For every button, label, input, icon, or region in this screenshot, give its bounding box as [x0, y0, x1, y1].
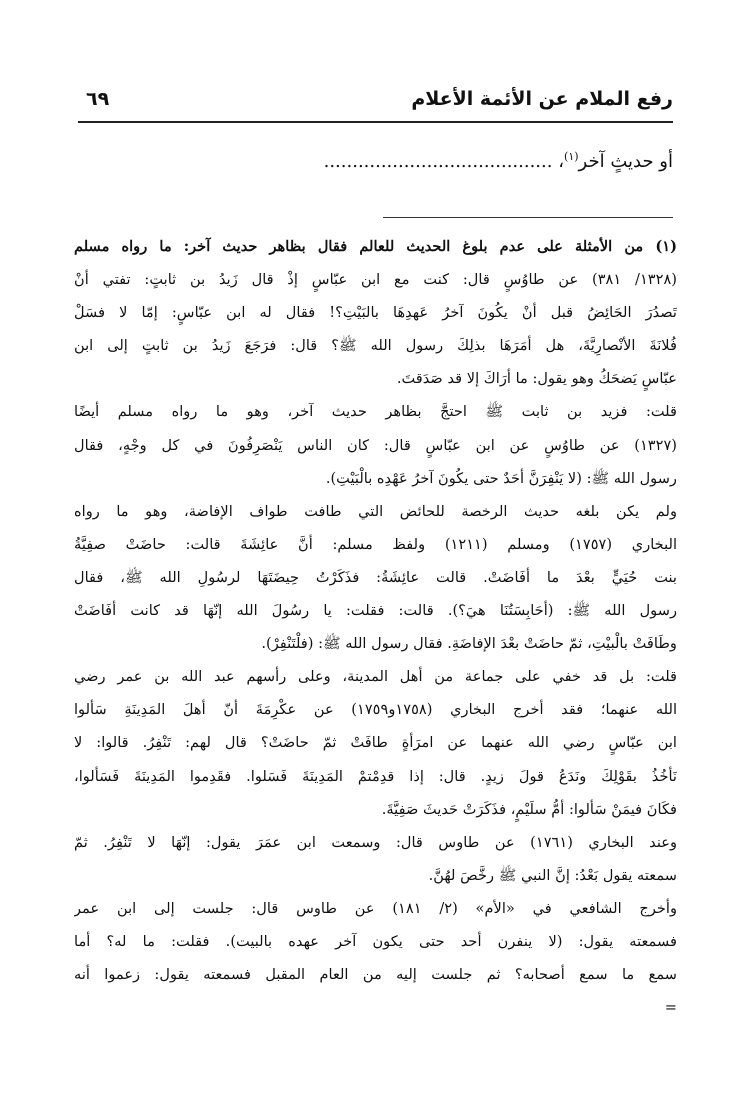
footnote-line: ولم يكن بلغه حديث الرخصة للحائض التي طافت طواف الإفاضة، وهو ما رواه — [74, 502, 677, 520]
footnote-marker: (١) — [564, 150, 579, 163]
page-number: ٦٩ — [86, 88, 110, 110]
continuation-mark: = — [664, 999, 677, 1017]
main-text-dots: ، ........................................ — [323, 151, 565, 172]
footnote-line: وعند البخاري (١٧٦١) عن طاوس قال: وسمعت ابن عمَرَ يقول: إنّهَا لا تَنْفِرُ. ثمّ — [74, 833, 677, 851]
footnote-line: البخاري (١٧٥٧) ومسلم (١٢١١) ولفظ مسلم: أنَّ عائِشَةَ قالت: حاضَتْ صفِيَّةُ — [74, 535, 677, 553]
footnotes — [74, 230, 677, 1024]
footnote-line: سمعته يقول بَعْدُ: إنَّ النبي ﷺ رخَّصَ لهُنَّ. — [428, 866, 677, 884]
footnote-line: رسول الله ﷺ: (لا يَنْفِرَنَّ أحَدٌ حتى يكُونَ آخرُ عَهْدِه بالْبَيْتِ). — [325, 469, 677, 487]
main-text — [324, 150, 673, 172]
footnote-line: ابن عبّاسٍ رضي الله عنهما عن امرَأةٍ طافَتْ ثمّ حاضَتْ؟ قال لهم: تَنْفِرُ. قالوا: لا — [74, 734, 677, 752]
footnote-line: تَصدُرَ الحَائِضُ قبل أنْ يكُونَ آخرُ عَهدِهَا بالبَيْتِ؟! فقال له ابن عبّاسٍ: إمّا لا فسَلْ — [74, 304, 677, 322]
main-text-body: أو حديثٍ آخر — [578, 151, 673, 172]
running-title: رفع الملام عن الأئمة الأعلام — [411, 88, 673, 110]
footnote-line: رسول الله ﷺ: (أحَابِسَتُنَا هيَ؟). قالت: فقلت: يا رسُولَ الله إنّهَا قد كانت أفَاضَتْ — [74, 602, 677, 620]
footnote-line: (١٣٢٨/ ٣٨١) عن طاوُسٍ قال: كنت مع ابن عبّاسٍ إذْ قال زَيدُ بن ثابتٍ: تفتي أنْ — [74, 271, 677, 289]
footnote-line: قلت: بل قد خفي على جماعة من أهل المدينة، وعلى رأسهم عبد الله بن عمر رضي — [74, 668, 677, 686]
footnote-line: وأخرج الشافعي في «الأم» (٢/ ١٨١) عن طاوس قال: جلست إلى ابن عمر — [74, 899, 677, 917]
footnote-rule — [383, 217, 673, 218]
footnote-line: فسمعته يقول: (لا ينفرن أحد حتى يكون آخر عهده بالبيت). فقلت: ما له؟ أما — [74, 932, 677, 950]
footnote-line: بنت حُيَيٍّ بعْدَ ما أفَاضَتْ. قالت عائِشَةُ: فذَكَرْتُ حِيضَتَهَا لرسُولِ الله ﷺ، فقال — [74, 568, 677, 586]
page-header — [78, 88, 673, 118]
footnote-line: (١٣٢٧) عن طاوُسٍ عن ابن عبّاسٍ قال: كان الناس يَنْصَرِفُونَ في كل وجْهٍ، فقال — [74, 436, 677, 454]
footnote-line: الله عنهما؛ فقد أخرج البخاري (١٧٥٨و١٧٥٩) عن عكْرِمَةَ أنّ أهلَ المَدِينَةِ سَألوا — [74, 701, 677, 719]
footnote-line: قلت: فزيد بن ثابت ﷺ احتجَّ بظاهر حديث آخر، وهو ما رواه مسلم أيضًا — [74, 403, 677, 421]
footnote-line: عبّاسٍ يَضحَكُ وهو يقول: ما أرَاكَ إلا قد صَدَقتَ. — [396, 370, 677, 388]
header-rule — [78, 121, 673, 123]
footnote-line: سمع ما سمع أصحابه؟ ثم جلست إليه من العام المقبل فسمعته يقول: زعموا أنه — [74, 966, 677, 984]
footnote-line: نَأخُذُ بقَوْلِكَ ونَدَعُ قولَ زيدٍ. قال: إذا قدِمْتمْ المَدِينَةَ فَسَلوا. فقَدِموا المَدِينَةَ فَسَألوا، — [74, 767, 677, 785]
footnote-line: وطَافَتْ بالْبيْتِ، ثمّ حاضَتْ بعْدَ الإفاضَةِ. فقال رسول الله ﷺ: (فلْتَنْفِرْ). — [261, 635, 677, 653]
footnote-line: فُلانَةَ الأنْصارِيَّةَ، هل أمَرَهَا بذلِكَ رسول الله ﷺ؟ قال: فرَجَعَ زَيدُ بن ثابتٍ إلى ابن — [74, 337, 677, 355]
footnote-line: فكَانَ فيمَنْ سَألوا: أمُّ سلَيْمٍ، فذَكَرَتْ حَديثَ صَفِيَّةَ. — [381, 800, 677, 818]
footnote-line: (١) من الأمثلة على عدم بلوغ الحديث للعالم فقال بظاهر حديث آخر: ما رواه مسلم — [74, 238, 677, 255]
